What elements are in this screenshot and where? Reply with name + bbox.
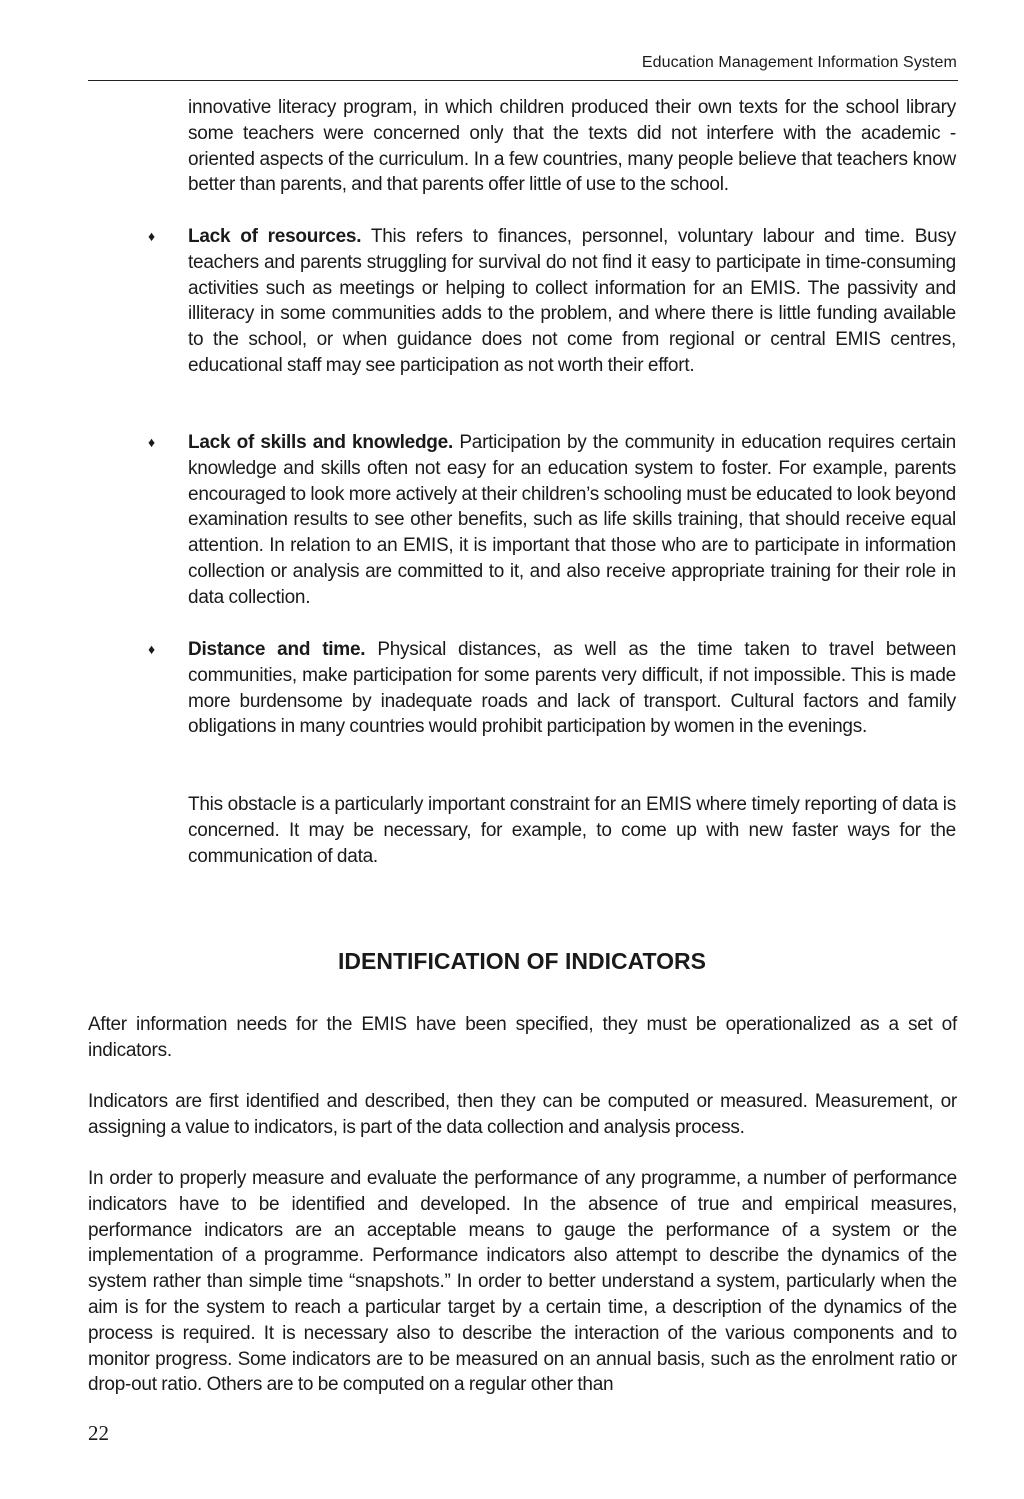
bullet-lead: Lack of resources. [188, 226, 362, 247]
bullet-item-lack-of-resources [188, 224, 956, 379]
bullet-diamond-icon: ♦ [148, 228, 156, 244]
bullet-diamond-icon: ♦ [148, 641, 156, 657]
bullet-text: Physical distances, as well as the time taken to travel between communities, make participation for some parents very difficult, if not impossible. This is made more burdensome by inadequate roads and lack of transport. Cultural factors and family obligations in many countries would prohibit participation by women in the evenings. [188, 639, 957, 738]
bullet-text: Participation by the community in education requires certain knowledge and skills often not easy for an education system to foster. For example, parents encouraged to look more actively at their children’s schooling must be educated to look beyond examination results to see other benefits, such as life skills training, that should receive equal attention. In relation to an EMIS, it is important that those who are to participate in information collection or analysis are committed to it, and also receive appropriate training for their role in data collection. [188, 432, 956, 608]
bullet-text: This refers to finances, personnel, voluntary labour and time. Busy teachers and parents struggling for survival do not find it easy to participate in time-consuming activities such as meetings or helping to collect information for an EMIS. The passivity and illiteracy in some communities adds to the problem, and where there is little funding available to the school, or when guidance does not come from regional or central EMIS centres, educational staff may see participation as not worth their effort. [188, 226, 956, 376]
distance-followup-paragraph: This obstacle is a particularly important constraint for an EMIS where timely reporting of data is concerned. It may be necessary, for example, to come up with new faster ways for the communication of data. [188, 794, 956, 867]
bullet-item-lack-of-skills [188, 430, 956, 611]
section-paragraph: After information needs for the EMIS have been specified, they must be operationalized as a set of indicators. [88, 1014, 957, 1061]
section-paragraph: In order to properly measure and evaluate the performance of any programme, a number of performance indicators have to be identified and developed. In the absence of true and empirical measures, performance indicators are an acceptable means to gauge the performance of a system or the implementation of a programme. Performance indicators also attempt to describe the dynamics of the system rather than simple time “snapshots.” In order to better understand a system, particularly when the aim is for the system to reach a particular target by a certain time, a description of the dynamics of the process is required. It is necessary also to describe the interaction of the various components and to monitor progress. Some indicators are to be measured on an annual basis, such as the enrolment ratio or drop-out ratio. Others are to be computed on a regular other than [88, 1168, 957, 1396]
page-number: 22 [88, 1421, 109, 1445]
header-rule [88, 80, 958, 81]
bullet-lead: Lack of skills and knowledge. [188, 432, 454, 453]
continuation-paragraph: innovative literacy program, in which children produced their own texts for the school library some teachers were concerned only that the texts did not interfere with the academic - oriented aspects of the curriculum. In a few countries, many people believe that teachers know better than parents, and that parents offer little of use to the school. [188, 97, 956, 196]
section-title: IDENTIFICATION OF INDICATORS [338, 948, 706, 974]
section-paragraph: Indicators are first identified and described, then they can be computed or measured. Measurement, or assigning a value to indicators, is part of the data collection and analysis process. [88, 1091, 957, 1138]
bullet-item-distance-and-time [188, 637, 956, 740]
bullet-diamond-icon: ♦ [148, 434, 156, 450]
running-header: Education Management Information System [641, 54, 957, 71]
bullet-lead: Distance and time. [188, 639, 366, 660]
